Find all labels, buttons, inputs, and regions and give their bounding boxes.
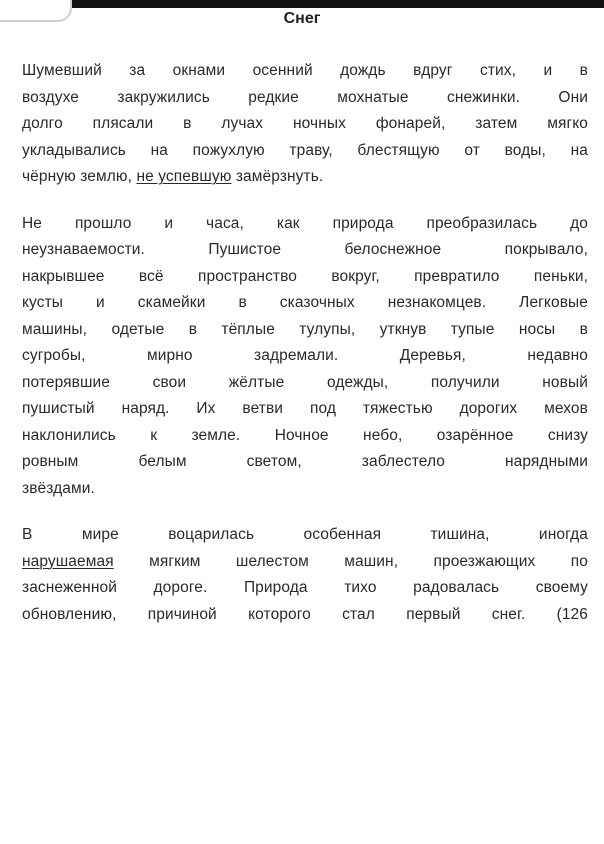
text-line [22,575,588,602]
paragraph-3 [22,522,588,628]
paragraph-1 [22,58,588,191]
text-segment: укладывались на пожухлую траву, блестящую от воды, на [22,141,588,159]
text-segment: заснеженной дороге. Природа тихо радовалась своему [22,579,588,596]
text-line [22,549,588,576]
text-segment: воздухе закружились редкие мохнатые снежинки. Они [22,88,588,106]
text-segment: Не прошло и часа, как природа преобразилась до [22,214,588,232]
text-line [22,264,588,291]
text-segment: чёрную землю, [22,168,137,185]
text-segment: В мире воцарилась особенная тишина, иногда [22,526,588,543]
text-segment: замёрзнуть. [231,168,324,185]
text-segment: Шумевший за окнами осенний дождь вдруг стих, и в [22,62,588,79]
text-line [22,58,588,85]
text-line [22,211,588,238]
text-line [22,237,588,264]
text-line [22,164,588,191]
text-line [22,370,588,397]
page-title: Снег [283,10,321,27]
text-line [22,449,588,476]
text-line [22,423,588,450]
text-line [22,138,588,165]
text-segment: машины, одетые в тёплые тулупы, уткнув тупые носы в [22,320,588,338]
top-bar [0,0,604,8]
text-line [22,290,588,317]
text-segment: потерявшие свои жёлтые одежды, получили новый [22,373,588,391]
text-segment: кусты и скамейки в сказочных незнакомцев. Легковые [22,294,588,311]
text-line [22,476,588,503]
document-body [22,58,588,648]
text-segment: накрывшее всё пространство вокруг, превратило пеньки, [22,267,588,285]
text-line [22,85,588,112]
underlined-word: нарушаемая [22,552,114,570]
text-segment: наклонились к земле. Ночное небо, озарённое снизу [22,426,588,444]
text-line [22,111,588,138]
text-segment: сугробы, мирно задремали. Деревья, недавно [22,347,588,364]
text-segment: пушистый наряд. Их ветви под тяжестью дорогих мехов [22,400,588,417]
paragraph-2 [22,211,588,503]
text-segment: обновлению, причиной которого стал первый снег. (126 [22,605,588,623]
text-line [22,602,588,629]
text-line [22,396,588,423]
text-segment: звёздами. [22,479,95,497]
text-line [22,317,588,344]
text-segment: мягким шелестом машин, проезжающих по [113,552,588,570]
text-line [22,343,588,370]
text-line [22,522,588,549]
underlined-word: не успевшую [136,168,232,185]
text-segment: ровным белым светом, заблестело нарядными [22,453,588,470]
text-segment: неузнаваемости. Пушистое белоснежное покрывало, [22,241,588,258]
text-segment: долго плясали в лучах ночных фонарей, затем мягко [22,115,588,132]
